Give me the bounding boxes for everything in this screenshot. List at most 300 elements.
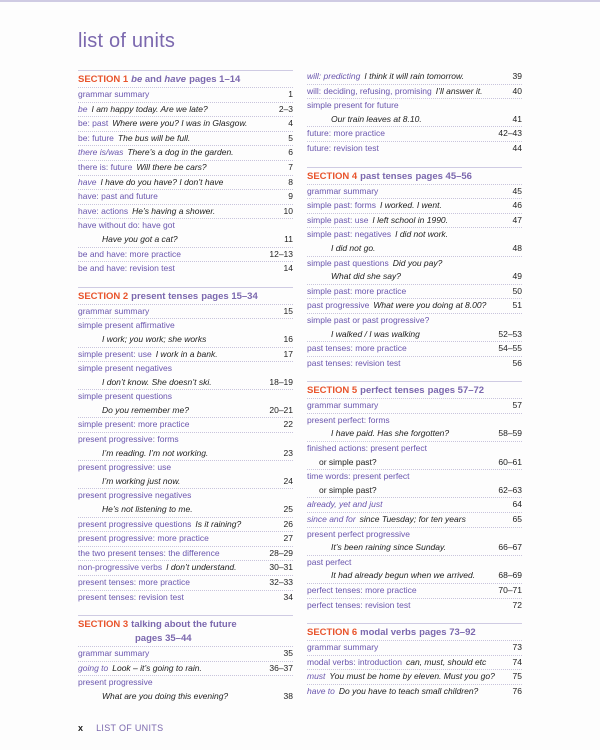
entry-page: 14 xyxy=(283,263,293,274)
entry-example: There’s a dog in the garden. xyxy=(127,147,234,158)
section-heading xyxy=(307,381,522,398)
entry-example: I work in a bank. xyxy=(155,348,218,359)
entry-text xyxy=(307,214,509,228)
entry-label: simple present affirmative xyxy=(78,320,175,331)
toc-entry xyxy=(78,376,293,390)
entry-label: simple past: forms xyxy=(307,200,376,211)
toc-entry xyxy=(307,497,522,512)
section-title xyxy=(131,291,198,302)
entry-text xyxy=(307,442,518,456)
entry-page: 26 xyxy=(283,518,293,529)
entry-label: since and for xyxy=(307,514,356,525)
entry-text xyxy=(307,342,494,356)
entry-example: It’s been raining since Sunday. xyxy=(331,542,446,553)
entry-label: present perfect progressive xyxy=(307,528,410,539)
entry-label: simple past: negatives xyxy=(307,229,392,240)
entry-label: past perfect xyxy=(307,556,352,567)
entry-example: Our train leaves at 8.10. xyxy=(331,113,422,124)
section-number: SECTION 1 xyxy=(78,74,129,85)
toc-entry xyxy=(78,560,293,575)
entry-label: grammar summary xyxy=(307,185,379,196)
entry-example: I work; you work; she works xyxy=(102,333,207,344)
entry-label: going to xyxy=(78,662,109,673)
right-column xyxy=(307,70,522,710)
toc-entry xyxy=(307,398,522,413)
entry-label: simple present negatives xyxy=(78,363,173,374)
entry-page: 8 xyxy=(288,176,293,187)
entry-example: I don’t know. She doesn’t ski. xyxy=(102,376,212,387)
entry-page: 2–3 xyxy=(278,103,293,114)
entry-label: have without do: have got xyxy=(78,220,175,231)
toc-entry xyxy=(307,70,522,84)
entry-example: It had already begun when we arrived. xyxy=(331,570,476,581)
page-title: list of units xyxy=(78,30,176,52)
entry-label: non-progressive verbs xyxy=(78,562,163,573)
toc-section xyxy=(307,167,522,371)
toc-entry xyxy=(78,646,293,661)
entry-page: 27 xyxy=(283,533,293,544)
entry-text xyxy=(78,190,284,204)
entry-page: 6 xyxy=(288,147,293,158)
toc-entry xyxy=(78,417,293,432)
entry-page: 72 xyxy=(512,599,522,610)
entry-label: grammar summary xyxy=(78,89,150,99)
entry-label: simple past: use xyxy=(307,214,369,225)
entry-text xyxy=(78,561,265,575)
entry-text xyxy=(78,233,280,247)
toc-entry xyxy=(78,475,293,489)
entry-label: past progressive xyxy=(307,300,370,311)
entry-text xyxy=(307,556,518,570)
entry-label: already, yet and just xyxy=(307,499,383,510)
entry-text xyxy=(78,390,289,404)
entry-text xyxy=(307,641,509,655)
entry-label: present progressive: forms xyxy=(78,434,179,445)
entry-text xyxy=(307,242,509,256)
entry-text xyxy=(78,205,280,219)
entry-label: present progressive xyxy=(78,677,153,688)
entry-page: 25 xyxy=(283,504,293,515)
toc-entry xyxy=(307,313,522,328)
entry-page: 9 xyxy=(288,191,293,202)
entry-example: I walked / I was walking xyxy=(331,328,420,339)
entry-page: 35 xyxy=(283,648,293,659)
section-number: SECTION 4 xyxy=(307,170,358,182)
entry-example: Do you have to teach small children? xyxy=(338,685,479,696)
toc-entry xyxy=(78,204,293,219)
toc-entry xyxy=(307,541,522,555)
toc-entry xyxy=(78,347,293,362)
entry-label: will: deciding, refusing, promising xyxy=(307,85,432,96)
entry-text xyxy=(78,475,280,489)
entry-text xyxy=(307,670,509,684)
entry-text xyxy=(78,117,284,131)
entry-example: I worked. I went. xyxy=(379,200,442,211)
section-title xyxy=(360,171,412,182)
entry-text xyxy=(78,447,280,461)
toc-entry xyxy=(78,488,293,503)
entry-label: there is/was xyxy=(78,147,124,158)
entry-page: 74 xyxy=(512,656,522,667)
entry-text xyxy=(307,142,509,156)
entry-example: I did not go. xyxy=(331,242,376,253)
entry-label: perfect tenses: revision test xyxy=(307,599,411,610)
toc-entry xyxy=(307,213,522,228)
entry-text xyxy=(307,185,509,199)
entry-label: be xyxy=(78,103,88,114)
entry-text xyxy=(307,484,494,498)
entry-text xyxy=(78,647,280,661)
entry-text xyxy=(307,456,494,470)
entry-text xyxy=(307,285,509,299)
entry-text xyxy=(307,99,518,113)
entry-page: 38 xyxy=(283,690,293,701)
entry-text xyxy=(307,199,509,213)
entry-example: Did you pay? xyxy=(392,257,443,268)
entry-example: I left school in 1990. xyxy=(372,214,449,225)
entry-example: Is it raining? xyxy=(195,518,242,529)
section-title-part: talking about the future xyxy=(131,619,237,631)
entry-text xyxy=(307,127,494,141)
toc-entry xyxy=(78,102,293,117)
entry-page: 42–43 xyxy=(498,128,522,139)
section-pages: pages 1–14 xyxy=(189,74,241,85)
section-pages: pages 35–44 xyxy=(135,633,192,645)
toc-entry xyxy=(78,460,293,475)
entry-label: present tenses: revision test xyxy=(78,591,184,602)
section-title-part: perfect tenses xyxy=(360,385,425,397)
entry-text xyxy=(307,85,509,99)
section-pages: pages 45–56 xyxy=(415,170,472,182)
entry-text xyxy=(307,257,518,271)
section-heading xyxy=(78,287,293,304)
toc-entry xyxy=(307,655,522,670)
entry-text xyxy=(78,503,280,517)
toc-entry xyxy=(78,218,293,233)
entry-label: present progressive negatives xyxy=(78,490,192,501)
entry-page: 75 xyxy=(512,671,522,682)
entry-text xyxy=(307,584,494,598)
toc-entry xyxy=(78,447,293,461)
toc-section xyxy=(78,615,293,703)
entry-text xyxy=(307,541,494,555)
entry-page: 23 xyxy=(283,447,293,458)
entry-page: 22 xyxy=(283,419,293,430)
entry-label: present progressive: use xyxy=(78,462,172,473)
entry-label: past tenses: more practice xyxy=(307,343,407,354)
entry-label: present progressive: more practice xyxy=(78,533,209,544)
section-title-part: modal verbs xyxy=(360,627,417,639)
entry-example: I am happy today. Are we late? xyxy=(91,103,208,114)
entry-page: 30–31 xyxy=(269,562,293,573)
entry-label: be and have: more practice xyxy=(78,248,182,259)
entry-page: 49 xyxy=(512,271,522,282)
entry-page: 73 xyxy=(512,642,522,653)
entry-label: modal verbs: introduction xyxy=(307,656,402,667)
entry-example: The bus will be full. xyxy=(117,132,191,143)
entry-page: 4 xyxy=(288,118,293,129)
entry-text xyxy=(78,433,289,447)
entry-text xyxy=(307,399,509,413)
entry-text xyxy=(307,427,494,441)
section-title-part: have xyxy=(164,74,187,85)
toc-entry xyxy=(78,389,293,404)
entry-label: perfect tenses: more practice xyxy=(307,585,417,595)
toc-entry xyxy=(307,184,522,199)
entry-text xyxy=(307,299,509,313)
entry-page: 54–55 xyxy=(498,343,522,354)
entry-page: 39 xyxy=(512,71,522,81)
entry-label: there is: future xyxy=(78,161,133,172)
entry-example: Where were you? I was in Glasgow. xyxy=(112,118,248,129)
section-title-part: present tenses xyxy=(131,290,199,302)
entry-example: I’ll answer it. xyxy=(435,85,483,96)
toc-entry xyxy=(307,669,522,684)
entry-text xyxy=(78,132,284,146)
toc-entry xyxy=(78,189,293,204)
toc-entry xyxy=(307,684,522,699)
entry-label: past tenses: revision test xyxy=(307,357,401,368)
entry-example: I have paid. Has she forgotten? xyxy=(331,428,450,439)
entry-page: 44 xyxy=(512,142,522,153)
toc-entry xyxy=(78,661,293,676)
toc-entry xyxy=(307,356,522,371)
entry-page: 5 xyxy=(288,132,293,143)
toc-entry xyxy=(78,160,293,175)
toc-section xyxy=(307,623,522,698)
entry-label: grammar summary xyxy=(307,400,379,411)
entry-page: 70–71 xyxy=(498,585,522,595)
entry-text xyxy=(307,113,509,127)
entry-text xyxy=(307,270,509,284)
entry-label: have: past and future xyxy=(78,191,158,202)
entry-label: present tenses: more practice xyxy=(78,577,190,587)
entry-page: 51 xyxy=(512,300,522,311)
toc-entry xyxy=(78,590,293,605)
toc-entry xyxy=(78,261,293,276)
entry-text xyxy=(78,518,280,532)
entry-text xyxy=(307,470,518,484)
toc-section xyxy=(78,287,293,604)
entry-label: have: actions xyxy=(78,205,129,216)
toc-entry xyxy=(307,413,522,428)
toc-entry xyxy=(307,126,522,141)
entry-text xyxy=(307,569,494,583)
entry-text xyxy=(78,591,280,605)
entry-label: the two present tenses: the difference xyxy=(78,547,220,558)
entry-example: can, must, should etc xyxy=(405,656,487,667)
entry-label: have xyxy=(78,176,97,187)
section-number: SECTION 6 xyxy=(307,627,358,639)
entry-text xyxy=(78,161,284,175)
toc-entry xyxy=(307,456,522,470)
entry-label: simple past or past progressive? xyxy=(307,314,430,325)
entry-label: simple present: use xyxy=(78,348,152,359)
toc-entry xyxy=(78,247,293,262)
toc-entry xyxy=(307,84,522,99)
toc-entry xyxy=(78,131,293,146)
entry-text xyxy=(78,146,284,160)
entry-page: 10 xyxy=(283,205,293,216)
entry-label: simple present questions xyxy=(78,391,173,402)
toc-entry xyxy=(307,441,522,456)
entry-text xyxy=(78,103,275,117)
entry-page: 20–21 xyxy=(269,404,293,415)
entry-text xyxy=(78,690,280,704)
entry-page: 58–59 xyxy=(498,428,522,439)
entry-page: 62–63 xyxy=(498,484,522,495)
toc-entry xyxy=(307,469,522,484)
entry-page: 28–29 xyxy=(269,547,293,558)
toc-entry xyxy=(307,98,522,113)
section-heading xyxy=(78,70,293,87)
toc-entry xyxy=(307,328,522,342)
toc-entry xyxy=(307,427,522,441)
entry-page: 11 xyxy=(284,233,293,244)
section-number: SECTION 3 xyxy=(78,619,129,631)
entry-label: future: revision test xyxy=(307,142,379,153)
entry-text xyxy=(307,328,494,342)
entry-text xyxy=(78,547,265,561)
entry-text xyxy=(78,305,280,319)
entry-label: simple present: more practice xyxy=(78,419,190,430)
section-heading xyxy=(307,623,522,640)
toc-entry xyxy=(78,87,293,102)
entry-example: Do you remember me? xyxy=(102,404,189,415)
entry-example: What are you doing this evening? xyxy=(102,690,229,701)
entry-example: Will there be cars? xyxy=(136,161,207,172)
entry-text xyxy=(307,414,518,428)
top-rule xyxy=(0,0,600,2)
section-title xyxy=(131,74,186,85)
section-title xyxy=(360,385,424,396)
entry-label: simple past questions xyxy=(307,257,389,268)
page-footer xyxy=(78,723,163,733)
entry-page: 12–13 xyxy=(269,248,293,259)
page-number: x xyxy=(78,723,84,733)
entry-page: 64 xyxy=(512,499,522,510)
section-heading xyxy=(78,615,293,646)
toc-entry xyxy=(307,113,522,127)
entry-page: 47 xyxy=(512,214,522,225)
entry-example: He’s not listening to me. xyxy=(102,504,193,515)
section-number: SECTION 5 xyxy=(307,385,358,397)
entry-label: future: more practice xyxy=(307,128,385,139)
entry-label: grammar summary xyxy=(78,305,150,316)
toc-entry xyxy=(307,555,522,570)
toc-entry xyxy=(78,517,293,532)
entry-page: 46 xyxy=(512,200,522,211)
toc-entry xyxy=(78,690,293,704)
entry-text xyxy=(78,376,265,390)
toc-section xyxy=(307,70,522,156)
toc-entry xyxy=(78,116,293,131)
entry-label: have to xyxy=(307,685,335,696)
toc-entry xyxy=(78,175,293,190)
entry-example: I don’t understand. xyxy=(166,562,237,573)
entry-page: 32–33 xyxy=(269,577,293,587)
entry-text xyxy=(78,489,289,503)
section-title-part: past tenses xyxy=(360,170,413,182)
entry-text xyxy=(78,319,289,333)
toc-entry xyxy=(307,256,522,271)
toc-entry xyxy=(307,298,522,313)
toc-entry xyxy=(78,304,293,319)
entry-page: 50 xyxy=(512,285,522,296)
toc-entry xyxy=(78,675,293,690)
toc-entry xyxy=(307,341,522,356)
toc-entry xyxy=(307,198,522,213)
toc-entry xyxy=(78,531,293,546)
entry-label: be and have: revision test xyxy=(78,263,175,274)
entry-page: 7 xyxy=(288,161,293,172)
toc-entry xyxy=(307,242,522,256)
entry-text xyxy=(78,676,289,690)
toc-section xyxy=(307,381,522,612)
entry-label: or simple past? xyxy=(319,484,377,495)
entry-label: finished actions: present perfect xyxy=(307,443,428,454)
entry-page: 41 xyxy=(512,113,522,124)
entry-page: 45 xyxy=(512,185,522,196)
entry-text xyxy=(307,513,509,527)
toc-entry xyxy=(307,270,522,284)
toc-entry xyxy=(307,284,522,299)
entry-page: 15 xyxy=(283,305,293,316)
entry-label: grammar summary xyxy=(307,642,379,653)
toc-entry xyxy=(307,640,522,655)
toc-entry xyxy=(78,233,293,247)
entry-text xyxy=(307,70,509,84)
toc-entry xyxy=(78,361,293,376)
entry-example: since Tuesday; for ten years xyxy=(359,514,466,525)
entry-text xyxy=(78,662,265,676)
entry-example: He’s having a shower. xyxy=(132,205,216,216)
entry-page: 76 xyxy=(512,685,522,696)
entry-text xyxy=(307,685,509,699)
toc-entry xyxy=(307,227,522,242)
entry-label: must xyxy=(307,671,326,682)
entry-text xyxy=(307,599,509,613)
entry-text xyxy=(78,176,284,190)
section-pages: pages 73–92 xyxy=(419,627,476,639)
entry-text xyxy=(78,333,280,347)
footer-label: LIST OF UNITS xyxy=(96,723,164,733)
entry-label: or simple past? xyxy=(319,456,377,467)
entry-page: 57 xyxy=(512,400,522,411)
entry-example: I did not work. xyxy=(395,229,449,240)
entry-page: 66–67 xyxy=(498,542,522,553)
section-title xyxy=(131,619,237,630)
entry-page: 16 xyxy=(283,333,293,344)
entry-page: 17 xyxy=(283,348,293,359)
entry-example: I think it will rain tomorrow. xyxy=(364,71,465,81)
entry-text xyxy=(307,314,518,328)
entry-page: 65 xyxy=(512,514,522,525)
entry-text xyxy=(78,461,289,475)
entry-text xyxy=(78,362,289,376)
entry-page: 24 xyxy=(283,475,293,486)
section-title-part: be xyxy=(131,74,143,85)
entry-page: 40 xyxy=(512,85,522,96)
entry-label: simple present for future xyxy=(307,100,399,111)
toc-entry xyxy=(307,598,522,613)
entry-example: I’m working just now. xyxy=(102,475,181,486)
entry-text xyxy=(78,576,265,590)
toc-entry xyxy=(307,527,522,542)
entry-label: present progressive questions xyxy=(78,518,192,529)
toc-entry xyxy=(78,432,293,447)
entry-label: be: future xyxy=(78,132,114,143)
